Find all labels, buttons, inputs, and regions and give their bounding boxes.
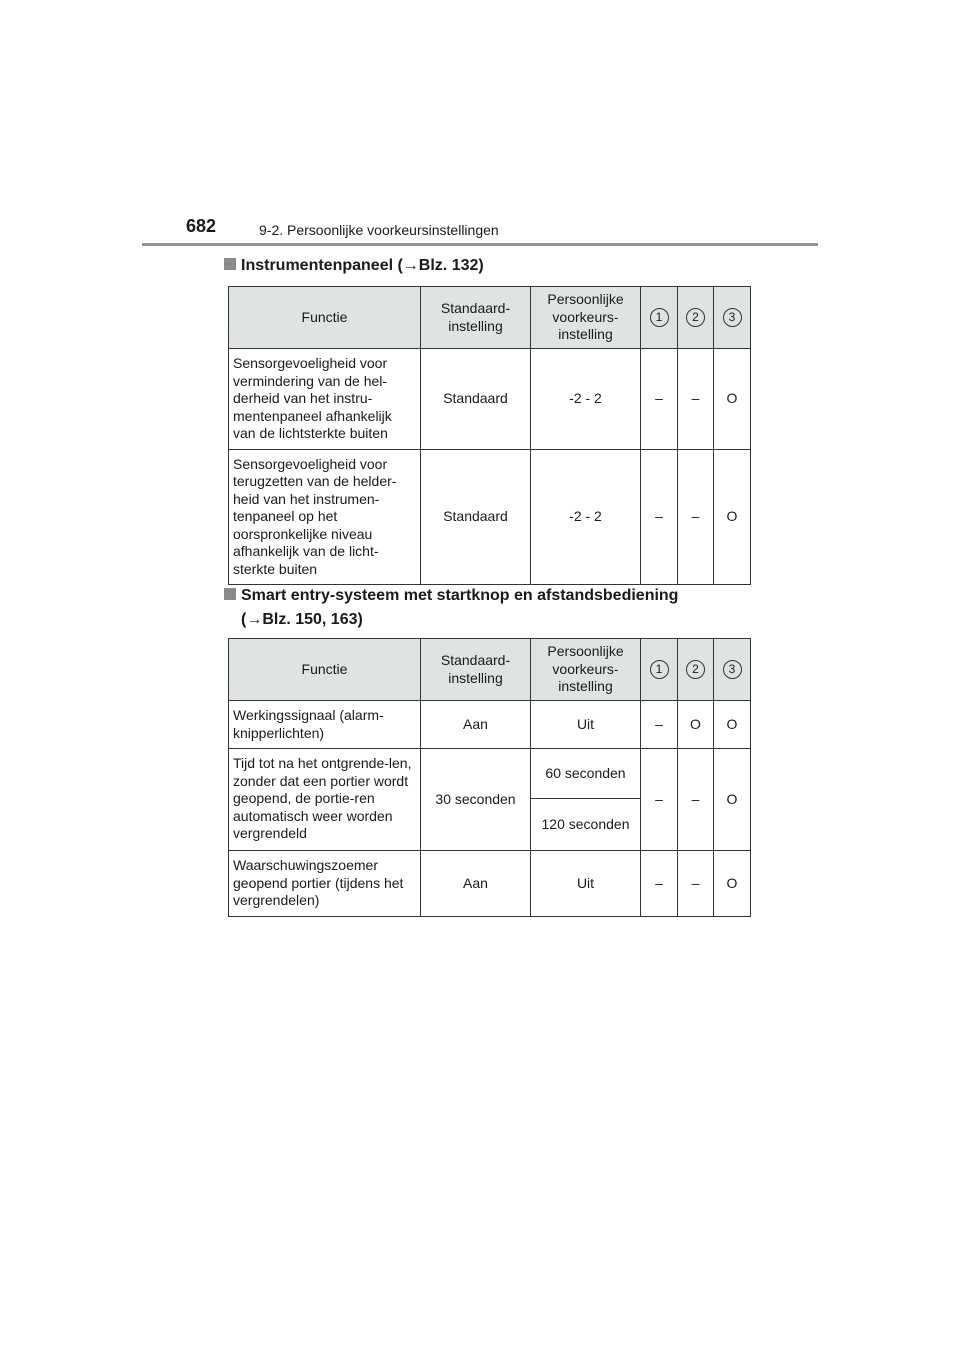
circled-number-3: 3 <box>723 308 742 327</box>
col-header-custom: Persoonlijke voorkeurs-instelling <box>531 639 641 701</box>
cell-c2: – <box>678 349 714 450</box>
col-header-1 <box>641 287 678 349</box>
table-header-row <box>229 639 751 701</box>
cell-c2: O <box>678 701 714 749</box>
section-heading-text: Instrumentenpaneel (→Blz. 132) <box>241 257 484 274</box>
cell-function: Waarschuwingszoemer geopend portier (tijdens het vergrendelen) <box>229 851 421 917</box>
table-row <box>229 749 751 799</box>
cell-custom-option-1: 60 seconden <box>531 749 641 799</box>
cell-c1: – <box>641 349 678 450</box>
circled-number-2: 2 <box>686 308 705 327</box>
cell-default: Standaard <box>421 449 531 585</box>
cell-c1: – <box>641 701 678 749</box>
cell-c1: – <box>641 749 678 851</box>
col-header-default: Standaard-instelling <box>421 639 531 701</box>
cell-c3: O <box>714 449 751 585</box>
cell-c1: – <box>641 851 678 917</box>
cell-default: Aan <box>421 851 531 917</box>
cell-custom: Uit <box>531 701 641 749</box>
smart-entry-table <box>228 638 751 917</box>
circled-number-1: 1 <box>650 308 669 327</box>
col-header-default: Standaard-instelling <box>421 287 531 349</box>
col-header-3 <box>714 639 751 701</box>
section-heading-instrument-panel <box>224 254 484 278</box>
cell-default: Aan <box>421 701 531 749</box>
cell-function: Werkingssignaal (alarm-knipperlichten) <box>229 701 421 749</box>
chapter-title: 9-2. Persoonlijke voorkeursinstellingen <box>259 222 499 238</box>
cell-custom: -2 - 2 <box>531 349 641 450</box>
cell-custom: -2 - 2 <box>531 449 641 585</box>
circled-number-3: 3 <box>723 660 742 679</box>
col-header-3 <box>714 287 751 349</box>
table-header-row <box>229 287 751 349</box>
col-header-function: Functie <box>229 287 421 349</box>
cell-c3: O <box>714 851 751 917</box>
cell-c2: – <box>678 851 714 917</box>
cell-c3: O <box>714 749 751 851</box>
square-bullet-icon <box>224 588 236 600</box>
col-header-function: Functie <box>229 639 421 701</box>
table-row <box>229 851 751 917</box>
cell-c1: – <box>641 449 678 585</box>
cell-function: Sensorgevoeligheid voor terugzetten van de helder-heid van het instrumen-tenpaneel op het oorspronkelijke niveau afhankelijk van de licht-sterkte buiten <box>229 449 421 585</box>
table-row <box>229 701 751 749</box>
page-number: 682 <box>186 216 217 236</box>
instrument-panel-table <box>228 286 751 585</box>
cell-c3: O <box>714 349 751 450</box>
circled-number-2: 2 <box>686 660 705 679</box>
section-heading-smart-entry <box>224 584 678 632</box>
col-header-2 <box>678 639 714 701</box>
cell-custom-option-2: 120 seconden <box>531 799 641 851</box>
cell-function: Tijd tot na het ontgrende-len, zonder dat een portier wordt geopend, de portie-ren automatisch weer worden vergrendeld <box>229 749 421 851</box>
col-header-1 <box>641 639 678 701</box>
cell-c3: O <box>714 701 751 749</box>
section-heading-text: Smart entry-systeem met startknop en afstandsbediening <box>241 587 679 604</box>
section-heading-ref: (→Blz. 150, 163) <box>241 611 363 628</box>
cell-c2: – <box>678 449 714 585</box>
square-bullet-icon <box>224 258 236 270</box>
header-rule <box>142 243 818 246</box>
table-row <box>229 349 751 450</box>
cell-c2: – <box>678 749 714 851</box>
table-row <box>229 449 751 585</box>
cell-default: 30 seconden <box>421 749 531 851</box>
col-header-2 <box>678 287 714 349</box>
cell-function: Sensorgevoeligheid voor vermindering van de hel-derheid van het instru-mentenpaneel afhankelijk van de lichtsterkte buiten <box>229 349 421 450</box>
circled-number-1: 1 <box>650 660 669 679</box>
cell-default: Standaard <box>421 349 531 450</box>
col-header-custom: Persoonlijke voorkeurs-instelling <box>531 287 641 349</box>
cell-custom: Uit <box>531 851 641 917</box>
